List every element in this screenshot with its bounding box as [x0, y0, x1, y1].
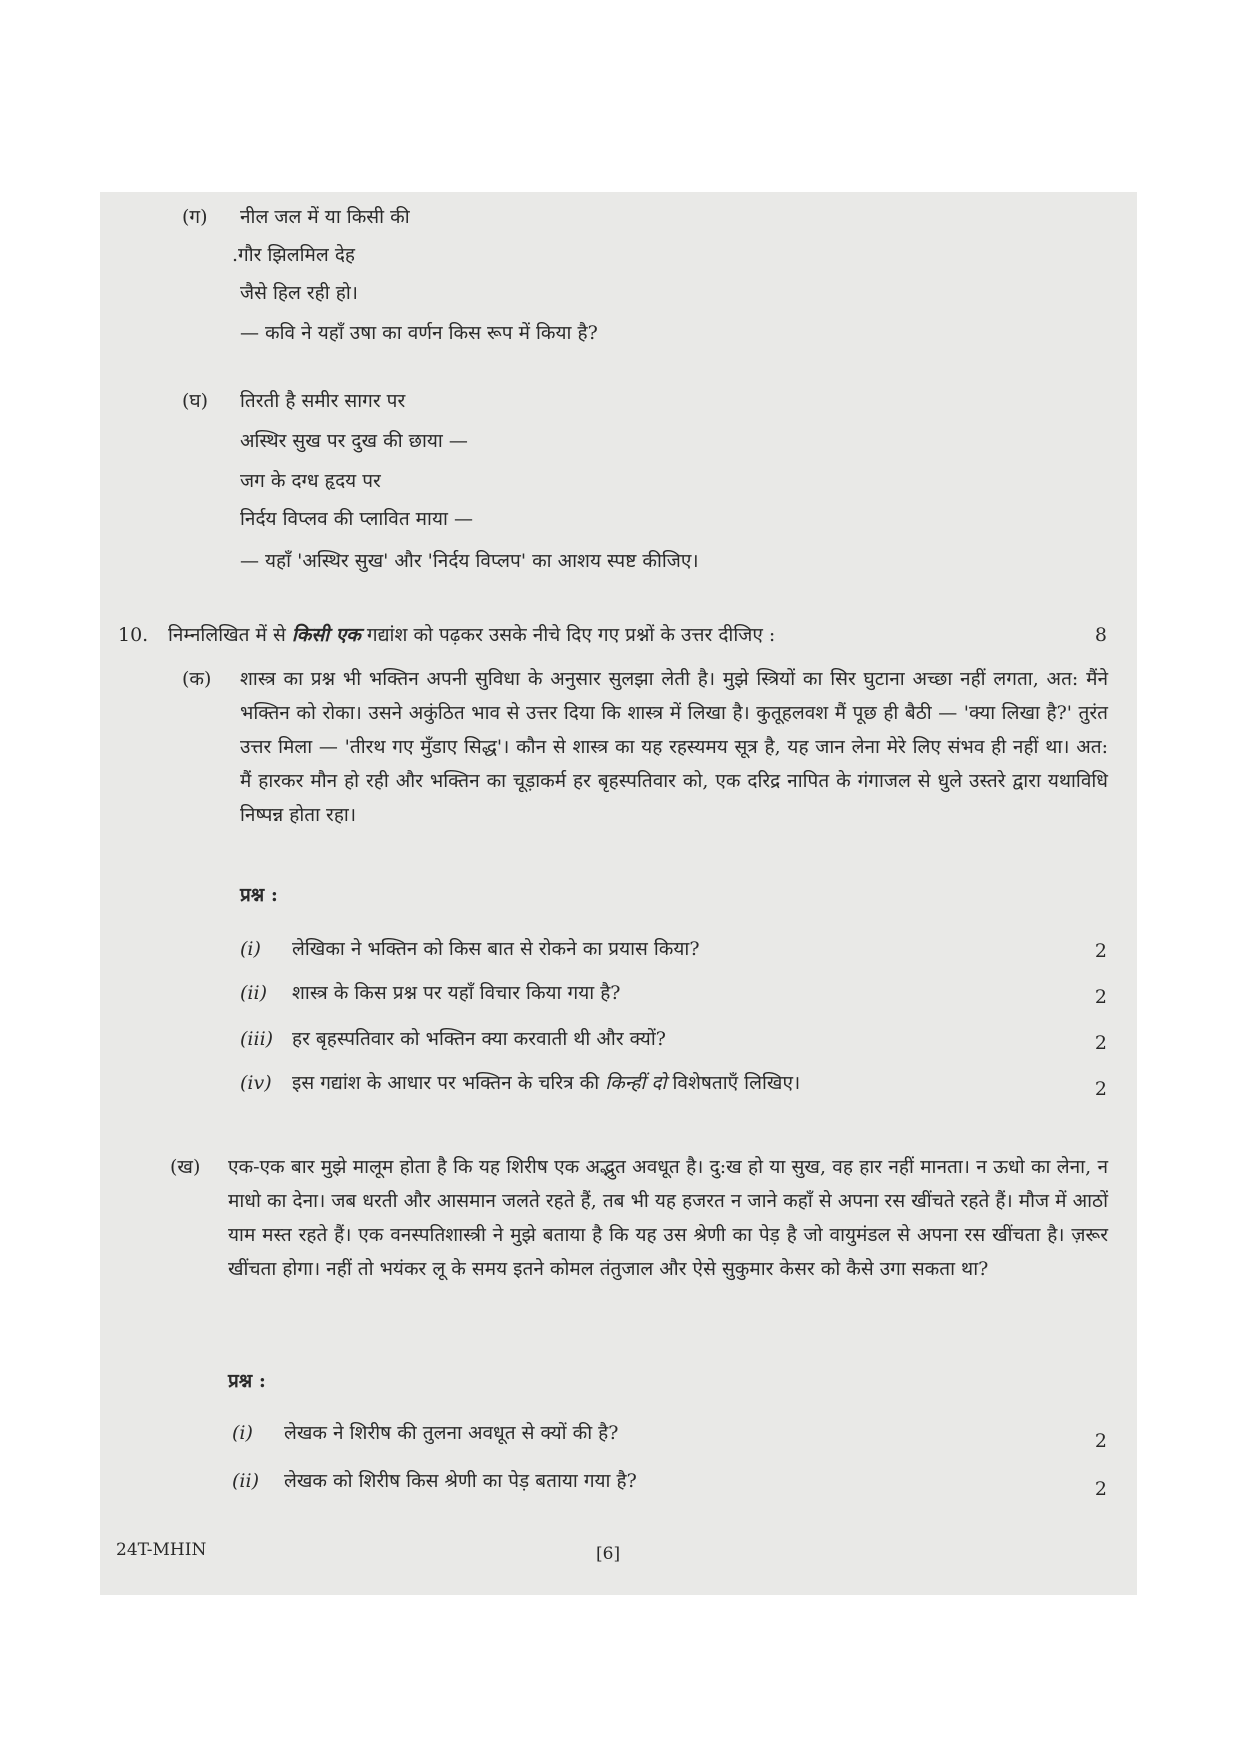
question-text: हर बृहस्पतिवार को भक्तिन क्या करवाती थी और क्यों?	[292, 1028, 666, 1050]
question-text-emph: किन्हीं दो	[605, 1072, 667, 1094]
passage-kh-question-1-marks: 2	[1094, 1430, 1107, 1452]
paper-code: 24T-MHIN	[116, 1540, 207, 1560]
passage-k-text: शास्त्र का प्रश्न भी भक्तिन अपनी सुविधा के अनुसार सुलझा लेती है। मुझे स्त्रियों का सिर घुटाना अच्छा नहीं लगता, अत: मैंने भक्तिन को रोका। उसने अकुंठित भाव से उत्तर दिया कि शास्त्र में लिखा है। कुतूहलवश मैं पूछ ही बैठी — 'क्या लिखा है?' तुरंत उत्तर मिला — 'तीरथ गए मुँडाए सिद्ध'। कौन से शास्त्र का यह रहस्यमय सूत्र है, यह जान लेना मेरे लिए संभव ही नहीं था। अत: मैं हारकर मौन हो रही और भक्तिन का चूड़ाकर्म हर बृहस्पतिवार को, एक दरिद्र नापित के गंगाजल से धुले उस्तरे द्वारा यथाविधि निष्पन्न होता रहा।	[240, 668, 1108, 826]
question-number: (iii)	[240, 1028, 274, 1050]
q10-text-before: निम्नलिखित में से	[168, 624, 286, 646]
question-number: (i)	[240, 938, 261, 960]
passage-k-question-3-marks: 2	[1094, 1032, 1107, 1054]
passage-kh-label: (ख)	[170, 1156, 201, 1178]
poem-g-line-1: नील जल में या किसी की	[240, 206, 410, 228]
exam-page	[100, 192, 1137, 1595]
q10-text-after: गद्यांश को पढ़कर उसके नीचे दिए गए प्रश्नों के उत्तर दीजिए :	[366, 624, 776, 646]
poem-g-line-2: .गौर झिलमिल देह	[232, 244, 356, 266]
question-text: लेखक को शिरीष किस श्रेणी का पेड़ बताया गया है?	[284, 1470, 637, 1492]
question-text: लेखक ने शिरीष की तुलना अवधूत से क्यों की है?	[284, 1422, 619, 1444]
question-text-before: इस गद्यांश के आधार पर भक्तिन के चरित्र की	[292, 1072, 600, 1094]
poem-g-question: — कवि ने यहाँ उषा का वर्णन किस रूप में किया है?	[240, 322, 598, 344]
passage-k-question-4	[240, 1070, 800, 1096]
q10-marks: 8	[1094, 624, 1107, 646]
question-number: (ii)	[240, 982, 267, 1004]
passage-kh-question-2-marks: 2	[1094, 1478, 1107, 1500]
question-number: (i)	[232, 1422, 253, 1444]
passage-k-label: (क)	[182, 668, 212, 690]
question-text-after: विशेषताएँ लिखिए।	[672, 1072, 801, 1094]
passage-kh-text: एक-एक बार मुझे मालूम होता है कि यह शिरीष एक अद्भुत अवधूत है। दु:ख हो या सुख, वह हार नहीं मानता। न ऊधो का लेना, न माधो का देना। जब धरती और आसमान जलते रहते हैं, तब भी यह हजरत न जाने कहाँ से अपना रस खींचते रहते हैं। मौज में आठों याम मस्त रहते हैं। एक वनस्पतिशास्त्री ने मुझे बताया है कि यह उस श्रेणी का पेड़ है जो वायुमंडल से अपना रस खींचता है। ज़रूर खींचता होगा। नहीं तो भयंकर लू के समय इतने कोमल तंतुजाल और ऐसे सुकुमार केसर को कैसे उगा सकता था?	[228, 1156, 1108, 1280]
question-number: (ii)	[232, 1470, 259, 1492]
poem-gh-question: — यहाँ 'अस्थिर सुख' और 'निर्दय विप्लप' का आशय स्पष्ट कीजिए।	[240, 550, 699, 572]
q10-number: 10.	[118, 624, 149, 646]
poem-gh-line-3: जग के दग्ध हृदय पर	[240, 470, 381, 492]
question-number: (iv)	[240, 1072, 272, 1094]
q10-text-emph: किसी एक	[291, 624, 361, 646]
poem-gh-line-2: अस्थिर सुख पर दुख की छाया —	[240, 430, 468, 452]
poem-gh-line-1: तिरती है समीर सागर पर	[240, 390, 406, 412]
q10-instruction	[168, 622, 775, 648]
passage-kh-prashn: प्रश्न :	[228, 1370, 266, 1392]
passage-kh-question-1	[232, 1420, 618, 1446]
passage-k-question-2-marks: 2	[1094, 986, 1107, 1008]
passage-k-question-1	[240, 936, 700, 962]
passage-kh-question-2	[232, 1468, 637, 1494]
passage-k-question-3	[240, 1026, 666, 1052]
passage-k-question-4-marks: 2	[1094, 1078, 1107, 1100]
poem-gh-line-4: निर्दय विप्लव की प्लावित माया —	[240, 508, 473, 530]
passage-k-prashn: प्रश्न :	[240, 884, 278, 906]
question-text: शास्त्र के किस प्रश्न पर यहाँ विचार किया गया है?	[292, 982, 621, 1004]
passage-k-question-2	[240, 980, 620, 1006]
page-number: [6]	[596, 1544, 621, 1564]
question-text: लेखिका ने भक्तिन को किस बात से रोकने का प्रयास किया?	[292, 938, 700, 960]
poem-g-label: (ग)	[182, 206, 208, 228]
poem-gh-label: (घ)	[182, 390, 209, 412]
poem-g-line-3: जैसे हिल रही हो।	[240, 282, 358, 304]
passage-k-question-1-marks: 2	[1094, 940, 1107, 962]
